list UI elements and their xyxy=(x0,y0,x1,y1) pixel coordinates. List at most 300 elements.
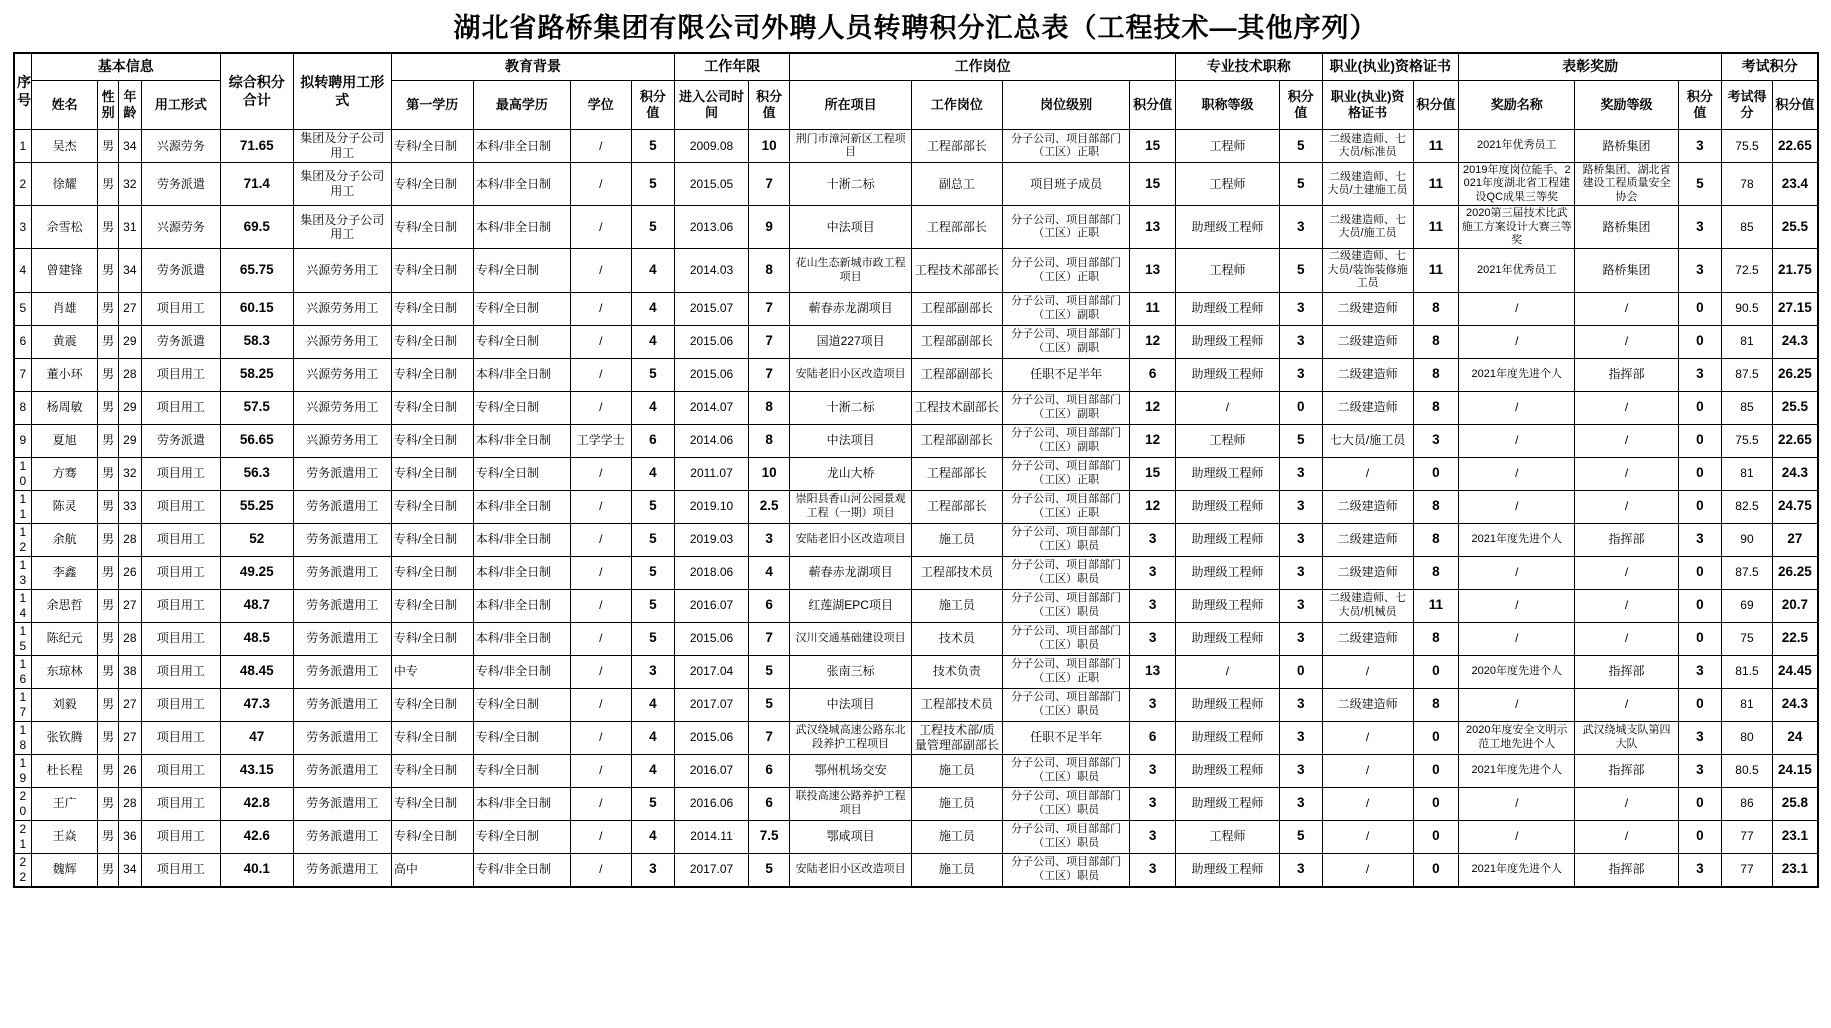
cell-project: 花山生态新城市政工程项目 xyxy=(790,249,911,292)
cell-highest-degree: 本科/非全日制 xyxy=(473,130,570,163)
cell-gender: 男 xyxy=(98,820,118,853)
cell-award-score: 3 xyxy=(1678,130,1722,163)
cell-certificate: / xyxy=(1322,853,1413,887)
cell-name: 陈灵 xyxy=(31,490,98,523)
cell-exam-points: 25.5 xyxy=(1772,206,1818,249)
cell-tenure-score: 6 xyxy=(748,787,789,820)
cell-tenure-score: 10 xyxy=(748,130,789,163)
cell-award-score: 3 xyxy=(1678,523,1722,556)
cell-proposed-form: 兴源劳务用工 xyxy=(293,292,391,325)
table-row xyxy=(14,358,1818,391)
cell-position-score: 6 xyxy=(1130,358,1176,391)
col-header-title-score: 积分值 xyxy=(1280,81,1322,130)
cell-title-level: 助理级工程师 xyxy=(1175,556,1279,589)
cell-position-level: 分子公司、项目部部门（工区）副职 xyxy=(1002,292,1129,325)
cell-title-score: 3 xyxy=(1280,206,1322,249)
cell-edu-score: 4 xyxy=(631,292,675,325)
cell-exam-points: 25.5 xyxy=(1772,391,1818,424)
cell-certificate: 二级建造师、七大员/施工员 xyxy=(1322,206,1413,249)
cell-employment-form: 劳务派遣 xyxy=(141,249,220,292)
cell-employment-form: 项目用工 xyxy=(141,820,220,853)
cell-name: 余思哲 xyxy=(31,589,98,622)
cell-age: 29 xyxy=(118,424,141,457)
cell-total-score: 40.1 xyxy=(220,853,293,887)
cell-title-level: 助理级工程师 xyxy=(1175,853,1279,887)
cell-edu-score: 5 xyxy=(631,556,675,589)
cell-position: 副总工 xyxy=(911,163,1002,206)
cell-employment-form: 项目用工 xyxy=(141,787,220,820)
cell-first-degree: 专科/全日制 xyxy=(391,622,473,655)
cell-edu-score: 5 xyxy=(631,589,675,622)
cell-edu-score: 4 xyxy=(631,457,675,490)
cell-index: 6 xyxy=(14,325,31,358)
cell-certificate: 二级建造师 xyxy=(1322,292,1413,325)
cell-title-level: 助理级工程师 xyxy=(1175,589,1279,622)
cell-edu-score: 5 xyxy=(631,490,675,523)
cell-position: 工程部技术员 xyxy=(911,688,1002,721)
cell-position-score: 3 xyxy=(1130,523,1176,556)
cell-first-degree: 专科/全日制 xyxy=(391,688,473,721)
cell-employment-form: 项目用工 xyxy=(141,490,220,523)
cell-highest-degree: 专科/全日制 xyxy=(473,721,570,754)
col-header-entry-date: 进入公司时间 xyxy=(675,81,749,130)
cell-exam-score: 81 xyxy=(1722,688,1773,721)
cell-age: 38 xyxy=(118,655,141,688)
cell-title-score: 5 xyxy=(1280,249,1322,292)
cell-project: 武汉绕城高速公路东北段养护工程项目 xyxy=(790,721,911,754)
cell-age: 26 xyxy=(118,556,141,589)
cell-exam-score: 87.5 xyxy=(1722,358,1773,391)
cell-proposed-form: 劳务派遣用工 xyxy=(293,655,391,688)
cell-cert-score: 8 xyxy=(1413,490,1459,523)
cell-index: 10 xyxy=(14,457,31,490)
cell-award-name: / xyxy=(1459,391,1575,424)
cell-position-score: 3 xyxy=(1130,622,1176,655)
cell-position-score: 3 xyxy=(1130,787,1176,820)
cell-exam-points: 24.45 xyxy=(1772,655,1818,688)
cell-cert-score: 0 xyxy=(1413,721,1459,754)
cell-exam-score: 81 xyxy=(1722,457,1773,490)
col-group-proposed-form: 拟转聘用工形式 xyxy=(293,53,391,130)
cell-academic-degree: / xyxy=(570,391,631,424)
cell-position: 工程部部长 xyxy=(911,206,1002,249)
cell-position-score: 3 xyxy=(1130,688,1176,721)
cell-position: 技术员 xyxy=(911,622,1002,655)
cell-total-score: 71.4 xyxy=(220,163,293,206)
cell-position-score: 15 xyxy=(1130,457,1176,490)
cell-award-level: / xyxy=(1575,688,1678,721)
cell-highest-degree: 专科/全日制 xyxy=(473,249,570,292)
cell-award-name: 2020第三届技术比武施工方案设计大赛三等奖 xyxy=(1459,206,1575,249)
table-row xyxy=(14,490,1818,523)
cell-first-degree: 专科/全日制 xyxy=(391,163,473,206)
cell-exam-points: 21.75 xyxy=(1772,249,1818,292)
cell-title-score: 5 xyxy=(1280,163,1322,206)
cell-employment-form: 项目用工 xyxy=(141,721,220,754)
cell-award-score: 0 xyxy=(1678,589,1722,622)
cell-award-name: 2021年优秀员工 xyxy=(1459,130,1575,163)
cell-proposed-form: 劳务派遣用工 xyxy=(293,688,391,721)
cell-position-level: 任职不足半年 xyxy=(1002,721,1129,754)
cell-position-level: 分子公司、项目部部门（工区）正职 xyxy=(1002,490,1129,523)
cell-tenure-score: 8 xyxy=(748,424,789,457)
cell-gender: 男 xyxy=(98,206,118,249)
cell-proposed-form: 劳务派遣用工 xyxy=(293,622,391,655)
cell-project: 蕲春赤龙湖项目 xyxy=(790,292,911,325)
cell-entry-date: 2014.11 xyxy=(675,820,749,853)
cell-award-score: 3 xyxy=(1678,721,1722,754)
cell-academic-degree: / xyxy=(570,655,631,688)
cell-first-degree: 专科/全日制 xyxy=(391,249,473,292)
cell-name: 张钦腾 xyxy=(31,721,98,754)
col-group-award: 表彰奖励 xyxy=(1459,53,1722,81)
cell-position-level: 分子公司、项目部部门（工区）职员 xyxy=(1002,787,1129,820)
cell-position: 施工员 xyxy=(911,820,1002,853)
cell-employment-form: 项目用工 xyxy=(141,391,220,424)
cell-proposed-form: 劳务派遣用工 xyxy=(293,820,391,853)
cell-edu-score: 4 xyxy=(631,688,675,721)
cell-award-level: 路桥集团 xyxy=(1575,130,1678,163)
cell-certificate: / xyxy=(1322,721,1413,754)
cell-total-score: 52 xyxy=(220,523,293,556)
cell-entry-date: 2013.06 xyxy=(675,206,749,249)
cell-position: 施工员 xyxy=(911,589,1002,622)
cell-position: 工程部副部长 xyxy=(911,358,1002,391)
cell-name: 佘雪松 xyxy=(31,206,98,249)
cell-exam-points: 26.25 xyxy=(1772,556,1818,589)
cell-exam-score: 85 xyxy=(1722,391,1773,424)
cell-cert-score: 8 xyxy=(1413,622,1459,655)
cell-project: 鄂咸项目 xyxy=(790,820,911,853)
cell-highest-degree: 本科/非全日制 xyxy=(473,358,570,391)
cell-position: 工程技术部部长 xyxy=(911,249,1002,292)
cell-title-score: 3 xyxy=(1280,853,1322,887)
cell-edu-score: 5 xyxy=(631,358,675,391)
cell-award-level: / xyxy=(1575,457,1678,490)
cell-index: 11 xyxy=(14,490,31,523)
cell-entry-date: 2017.07 xyxy=(675,853,749,887)
cell-proposed-form: 劳务派遣用工 xyxy=(293,556,391,589)
cell-total-score: 58.3 xyxy=(220,325,293,358)
cell-proposed-form: 兴源劳务用工 xyxy=(293,325,391,358)
cell-position: 工程部副部长 xyxy=(911,325,1002,358)
cell-position-score: 12 xyxy=(1130,424,1176,457)
cell-gender: 男 xyxy=(98,556,118,589)
cell-tenure-score: 7 xyxy=(748,325,789,358)
col-header-award-level: 奖励等级 xyxy=(1575,81,1678,130)
cell-title-score: 3 xyxy=(1280,688,1322,721)
cell-age: 26 xyxy=(118,754,141,787)
cell-index: 20 xyxy=(14,787,31,820)
cell-academic-degree: / xyxy=(570,721,631,754)
cell-proposed-form: 兴源劳务用工 xyxy=(293,358,391,391)
cell-gender: 男 xyxy=(98,292,118,325)
cell-index: 15 xyxy=(14,622,31,655)
cell-edu-score: 4 xyxy=(631,754,675,787)
cell-academic-degree: / xyxy=(570,130,631,163)
cell-entry-date: 2015.06 xyxy=(675,358,749,391)
cell-employment-form: 项目用工 xyxy=(141,622,220,655)
cell-total-score: 42.6 xyxy=(220,820,293,853)
cell-first-degree: 专科/全日制 xyxy=(391,820,473,853)
cell-position-score: 13 xyxy=(1130,655,1176,688)
cell-award-name: / xyxy=(1459,688,1575,721)
cell-cert-score: 8 xyxy=(1413,391,1459,424)
cell-title-score: 5 xyxy=(1280,130,1322,163)
cell-tenure-score: 7 xyxy=(748,622,789,655)
cell-name: 杜长程 xyxy=(31,754,98,787)
cell-first-degree: 专科/全日制 xyxy=(391,130,473,163)
cell-employment-form: 劳务派遣 xyxy=(141,325,220,358)
cell-academic-degree: / xyxy=(570,556,631,589)
cell-first-degree: 专科/全日制 xyxy=(391,721,473,754)
cell-edu-score: 3 xyxy=(631,655,675,688)
col-header-tenure-score: 积分值 xyxy=(748,81,789,130)
col-group-tenure: 工作年限 xyxy=(675,53,790,81)
cell-certificate: 二级建造师、七大员/机械员 xyxy=(1322,589,1413,622)
cell-position-level: 任职不足半年 xyxy=(1002,358,1129,391)
cell-age: 29 xyxy=(118,391,141,424)
cell-academic-degree: / xyxy=(570,820,631,853)
cell-academic-degree: / xyxy=(570,206,631,249)
cell-award-level: / xyxy=(1575,490,1678,523)
cell-position-score: 12 xyxy=(1130,391,1176,424)
cell-cert-score: 11 xyxy=(1413,163,1459,206)
cell-index: 5 xyxy=(14,292,31,325)
cell-title-level: 助理级工程师 xyxy=(1175,688,1279,721)
cell-academic-degree: / xyxy=(570,163,631,206)
cell-gender: 男 xyxy=(98,391,118,424)
cell-cert-score: 8 xyxy=(1413,358,1459,391)
cell-employment-form: 项目用工 xyxy=(141,556,220,589)
table-row xyxy=(14,853,1818,887)
cell-gender: 男 xyxy=(98,655,118,688)
cell-total-score: 65.75 xyxy=(220,249,293,292)
cell-certificate: 二级建造师 xyxy=(1322,688,1413,721)
cell-position-level: 项目班子成员 xyxy=(1002,163,1129,206)
cell-total-score: 48.5 xyxy=(220,622,293,655)
cell-highest-degree: 专科/非全日制 xyxy=(473,655,570,688)
cell-name: 杨周敏 xyxy=(31,391,98,424)
cell-certificate: / xyxy=(1322,787,1413,820)
cell-exam-score: 80.5 xyxy=(1722,754,1773,787)
cell-employment-form: 项目用工 xyxy=(141,457,220,490)
cell-cert-score: 0 xyxy=(1413,787,1459,820)
cell-age: 27 xyxy=(118,688,141,721)
table-row xyxy=(14,523,1818,556)
cell-index: 9 xyxy=(14,424,31,457)
cell-position-score: 3 xyxy=(1130,853,1176,887)
cell-award-score: 5 xyxy=(1678,163,1722,206)
cell-academic-degree: / xyxy=(570,292,631,325)
cell-exam-score: 75.5 xyxy=(1722,424,1773,457)
col-header-cert-score: 积分值 xyxy=(1413,81,1459,130)
cell-highest-degree: 专科/全日制 xyxy=(473,820,570,853)
cell-age: 28 xyxy=(118,358,141,391)
cell-entry-date: 2014.07 xyxy=(675,391,749,424)
col-group-position: 工作岗位 xyxy=(790,53,1175,81)
cell-project: 崇阳县香山河公园景观工程（一期）项目 xyxy=(790,490,911,523)
cell-position-level: 分子公司、项目部部门（工区）职员 xyxy=(1002,523,1129,556)
cell-title-level: 助理级工程师 xyxy=(1175,787,1279,820)
cell-exam-points: 22.65 xyxy=(1772,424,1818,457)
cell-cert-score: 8 xyxy=(1413,556,1459,589)
cell-employment-form: 项目用工 xyxy=(141,523,220,556)
cell-position-score: 15 xyxy=(1130,163,1176,206)
cell-title-score: 3 xyxy=(1280,457,1322,490)
cell-award-level: / xyxy=(1575,424,1678,457)
cell-position-level: 分子公司、项目部部门（工区）副职 xyxy=(1002,424,1129,457)
col-header-first-degree: 第一学历 xyxy=(391,81,473,130)
cell-cert-score: 0 xyxy=(1413,754,1459,787)
cell-position-score: 3 xyxy=(1130,556,1176,589)
cell-gender: 男 xyxy=(98,721,118,754)
cell-age: 27 xyxy=(118,589,141,622)
cell-index: 22 xyxy=(14,853,31,887)
cell-position-score: 11 xyxy=(1130,292,1176,325)
cell-certificate: 二级建造师 xyxy=(1322,325,1413,358)
cell-award-score: 0 xyxy=(1678,622,1722,655)
cell-award-score: 0 xyxy=(1678,391,1722,424)
cell-first-degree: 专科/全日制 xyxy=(391,787,473,820)
cell-index: 18 xyxy=(14,721,31,754)
cell-position-score: 13 xyxy=(1130,249,1176,292)
cell-cert-score: 11 xyxy=(1413,589,1459,622)
cell-award-score: 0 xyxy=(1678,688,1722,721)
col-header-age: 年龄 xyxy=(118,81,141,130)
cell-first-degree: 专科/全日制 xyxy=(391,292,473,325)
cell-exam-score: 72.5 xyxy=(1722,249,1773,292)
cell-edu-score: 5 xyxy=(631,787,675,820)
table-body xyxy=(14,130,1818,887)
cell-highest-degree: 本科/非全日制 xyxy=(473,163,570,206)
cell-position: 施工员 xyxy=(911,787,1002,820)
cell-highest-degree: 专科/全日制 xyxy=(473,325,570,358)
cell-award-score: 0 xyxy=(1678,325,1722,358)
cell-proposed-form: 劳务派遣用工 xyxy=(293,853,391,887)
cell-award-name: 2020年度安全文明示范工地先进个人 xyxy=(1459,721,1575,754)
col-header-certificate: 职业(执业)资格证书 xyxy=(1322,81,1413,130)
cell-gender: 男 xyxy=(98,163,118,206)
col-header-title-level: 职称等级 xyxy=(1175,81,1279,130)
cell-project: 荆门市漳河新区工程项目 xyxy=(790,130,911,163)
cell-award-level: 路桥集团 xyxy=(1575,249,1678,292)
col-group-professional-title: 专业技术职称 xyxy=(1175,53,1322,81)
cell-total-score: 57.5 xyxy=(220,391,293,424)
cell-proposed-form: 劳务派遣用工 xyxy=(293,787,391,820)
cell-cert-score: 0 xyxy=(1413,457,1459,490)
cell-index: 14 xyxy=(14,589,31,622)
cell-title-level: 助理级工程师 xyxy=(1175,754,1279,787)
cell-tenure-score: 6 xyxy=(748,754,789,787)
cell-certificate: 二级建造师 xyxy=(1322,358,1413,391)
cell-academic-degree: / xyxy=(570,523,631,556)
cell-entry-date: 2015.06 xyxy=(675,325,749,358)
cell-title-score: 0 xyxy=(1280,391,1322,424)
cell-project: 联投高速公路养护工程项目 xyxy=(790,787,911,820)
cell-edu-score: 4 xyxy=(631,820,675,853)
cell-certificate: 二级建造师、七大员/土建施工员 xyxy=(1322,163,1413,206)
cell-highest-degree: 本科/非全日制 xyxy=(473,787,570,820)
table-row xyxy=(14,589,1818,622)
cell-title-level: 工程师 xyxy=(1175,163,1279,206)
cell-exam-score: 90.5 xyxy=(1722,292,1773,325)
cell-edu-score: 4 xyxy=(631,391,675,424)
cell-first-degree: 专科/全日制 xyxy=(391,523,473,556)
cell-gender: 男 xyxy=(98,589,118,622)
cell-first-degree: 专科/全日制 xyxy=(391,556,473,589)
cell-award-level: / xyxy=(1575,622,1678,655)
cell-first-degree: 专科/全日制 xyxy=(391,391,473,424)
cell-title-level: 助理级工程师 xyxy=(1175,457,1279,490)
cell-tenure-score: 5 xyxy=(748,688,789,721)
cell-award-level: 武汉绕城支队第四大队 xyxy=(1575,721,1678,754)
cell-title-score: 5 xyxy=(1280,820,1322,853)
cell-title-score: 3 xyxy=(1280,589,1322,622)
cell-exam-score: 86 xyxy=(1722,787,1773,820)
cell-exam-points: 27.15 xyxy=(1772,292,1818,325)
cell-title-level: 助理级工程师 xyxy=(1175,721,1279,754)
cell-entry-date: 2018.06 xyxy=(675,556,749,589)
cell-name: 王焱 xyxy=(31,820,98,853)
cell-cert-score: 8 xyxy=(1413,688,1459,721)
cell-project: 红莲湖EPC项目 xyxy=(790,589,911,622)
cell-tenure-score: 6 xyxy=(748,589,789,622)
cell-entry-date: 2017.07 xyxy=(675,688,749,721)
col-header-highest-degree: 最高学历 xyxy=(473,81,570,130)
cell-exam-points: 24.75 xyxy=(1772,490,1818,523)
cell-award-level: 指挥部 xyxy=(1575,358,1678,391)
table-row xyxy=(14,163,1818,206)
cell-award-name: 2021年度先进个人 xyxy=(1459,358,1575,391)
col-header-name: 姓名 xyxy=(31,81,98,130)
cell-employment-form: 兴源劳务 xyxy=(141,130,220,163)
cell-tenure-score: 7 xyxy=(748,721,789,754)
cell-position: 施工员 xyxy=(911,523,1002,556)
cell-proposed-form: 劳务派遣用工 xyxy=(293,490,391,523)
col-header-award-name: 奖励名称 xyxy=(1459,81,1575,130)
cell-academic-degree: / xyxy=(570,249,631,292)
cell-project: 中法项目 xyxy=(790,206,911,249)
cell-entry-date: 2015.06 xyxy=(675,721,749,754)
cell-tenure-score: 5 xyxy=(748,655,789,688)
cell-name: 魏辉 xyxy=(31,853,98,887)
cell-name: 李鑫 xyxy=(31,556,98,589)
cell-exam-points: 24 xyxy=(1772,721,1818,754)
table-row xyxy=(14,325,1818,358)
cell-name: 方骞 xyxy=(31,457,98,490)
cell-award-score: 0 xyxy=(1678,457,1722,490)
cell-first-degree: 专科/全日制 xyxy=(391,754,473,787)
cell-tenure-score: 8 xyxy=(748,391,789,424)
cell-award-score: 0 xyxy=(1678,292,1722,325)
cell-title-score: 3 xyxy=(1280,292,1322,325)
cell-exam-score: 81.5 xyxy=(1722,655,1773,688)
col-header-position: 工作岗位 xyxy=(911,81,1002,130)
cell-highest-degree: 专科/非全日制 xyxy=(473,853,570,887)
cell-title-level: 工程师 xyxy=(1175,130,1279,163)
cell-position-score: 3 xyxy=(1130,589,1176,622)
table-row xyxy=(14,130,1818,163)
col-header-award-score: 积分值 xyxy=(1678,81,1722,130)
cell-employment-form: 兴源劳务 xyxy=(141,206,220,249)
cell-certificate: 二级建造师 xyxy=(1322,391,1413,424)
cell-tenure-score: 7 xyxy=(748,163,789,206)
cell-proposed-form: 集团及分子公司用工 xyxy=(293,163,391,206)
cell-total-score: 56.3 xyxy=(220,457,293,490)
cell-title-level: 工程师 xyxy=(1175,820,1279,853)
cell-title-score: 3 xyxy=(1280,754,1322,787)
